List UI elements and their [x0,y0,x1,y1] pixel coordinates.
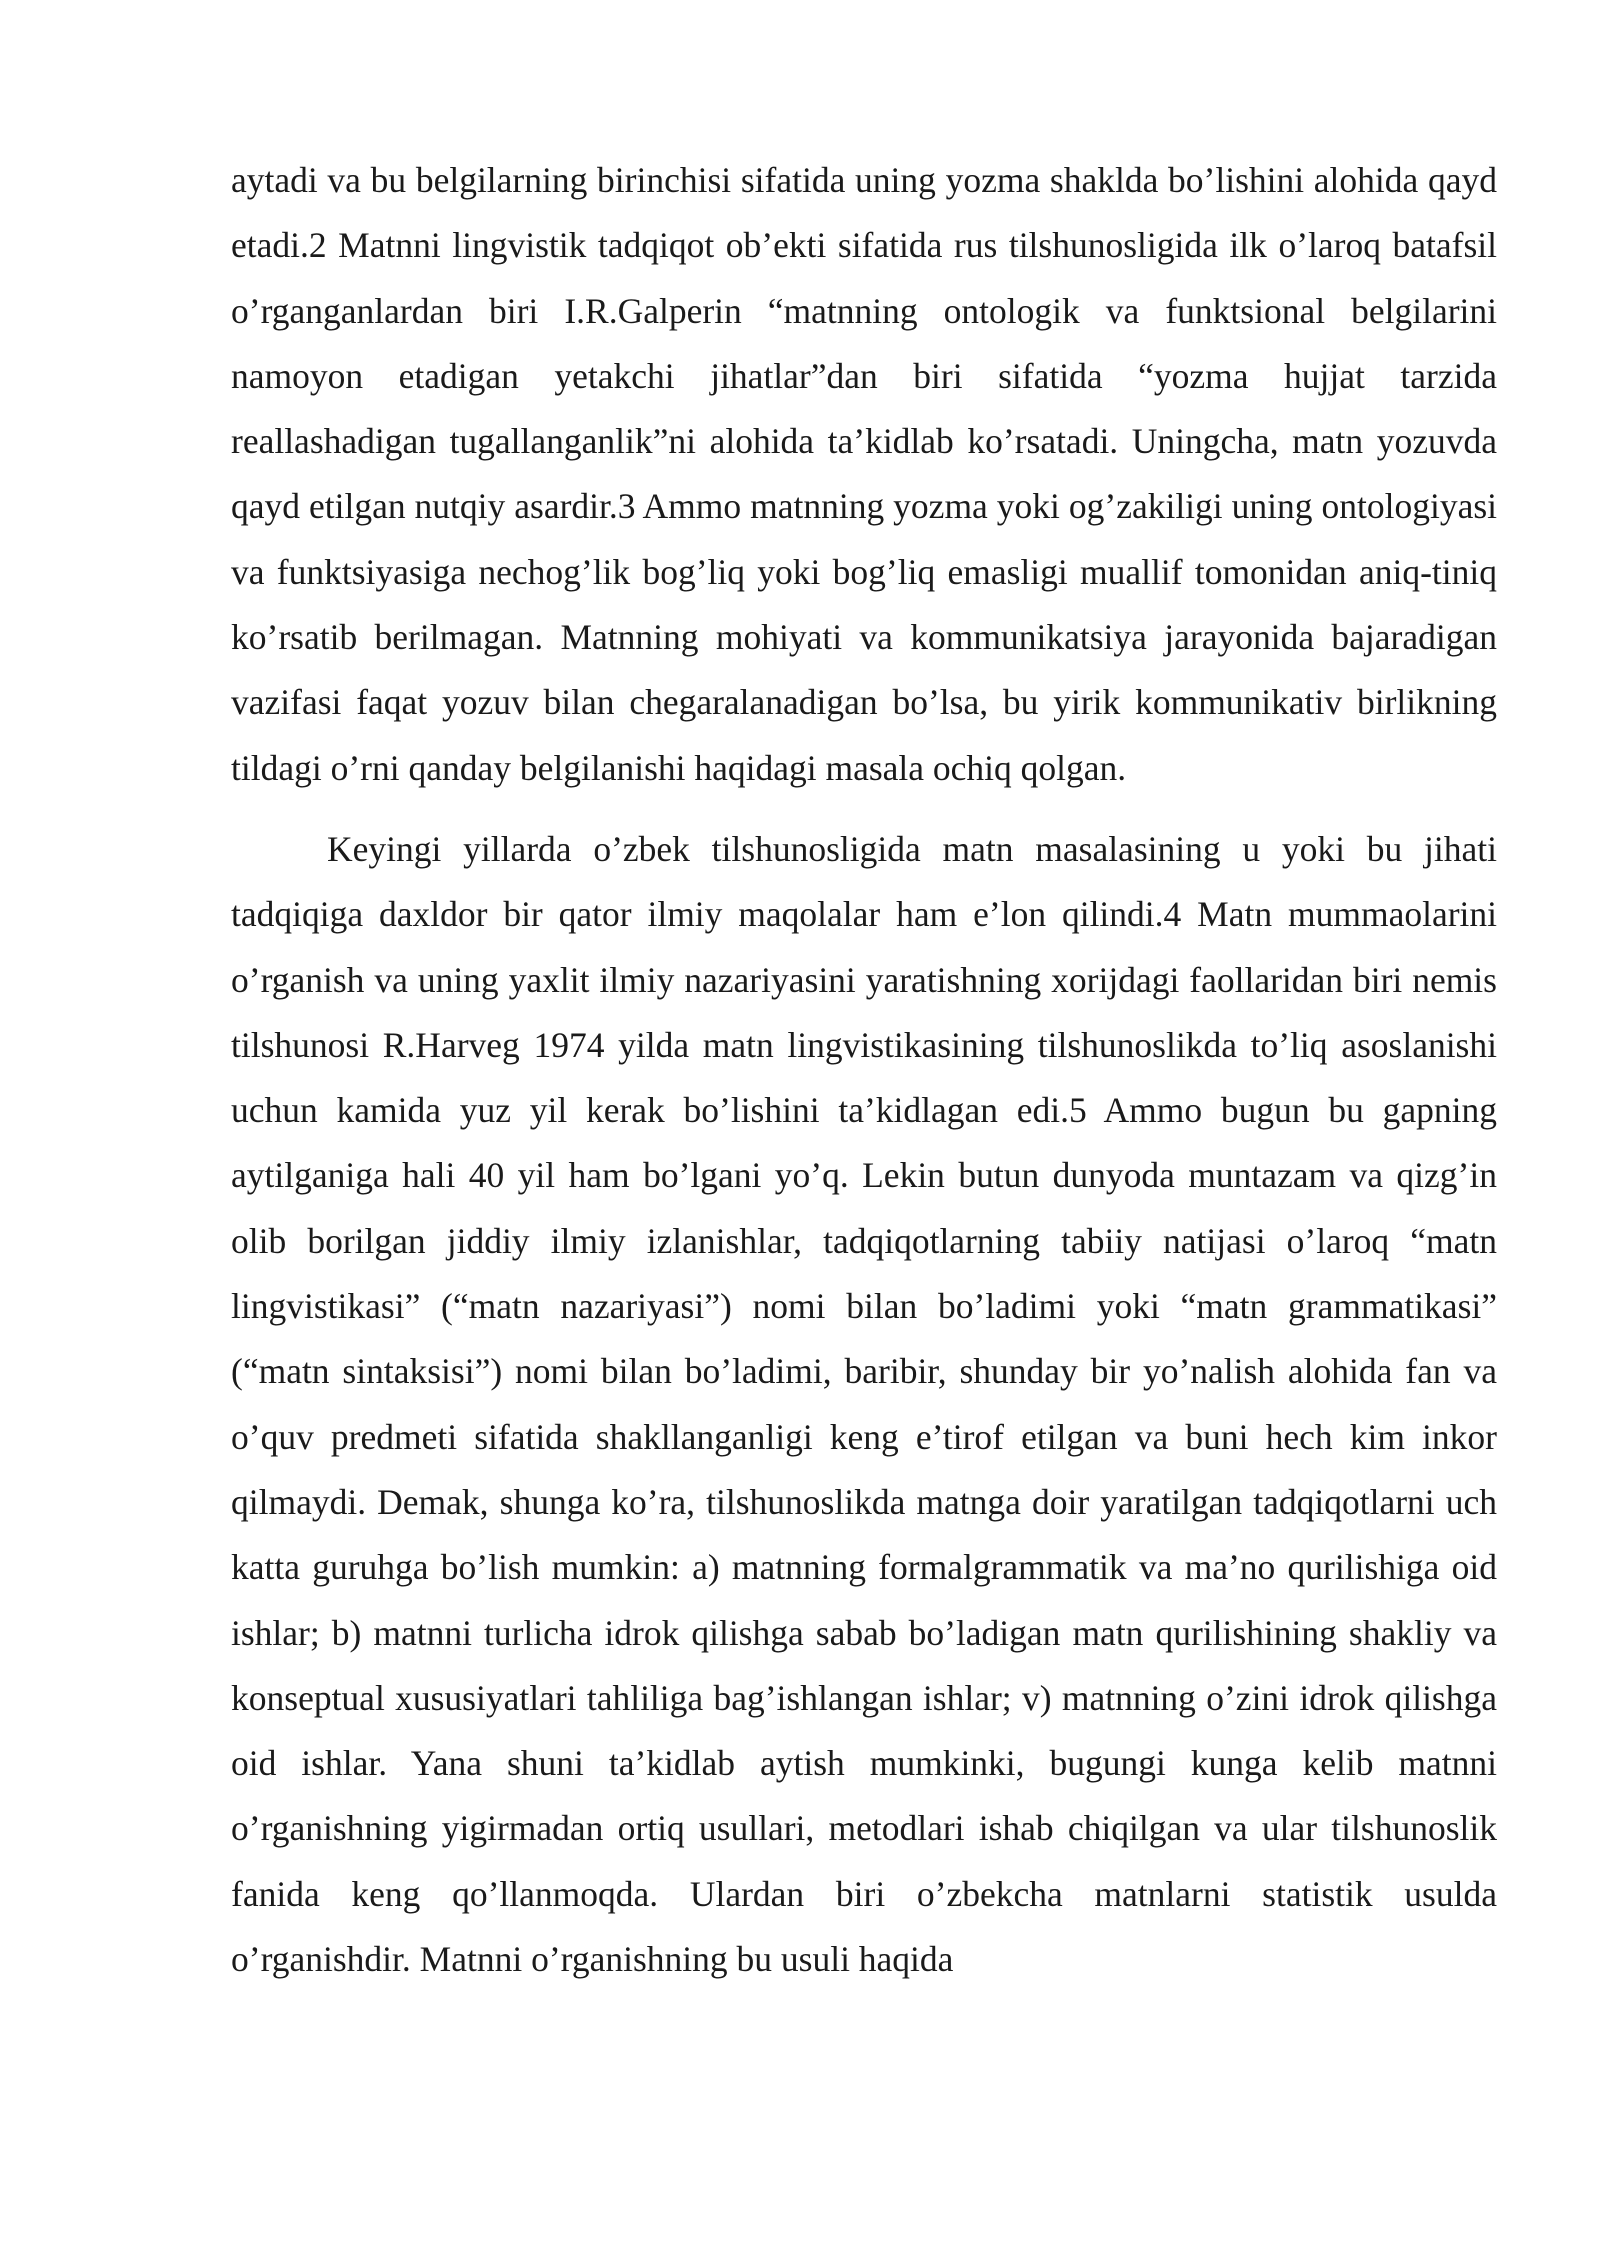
paragraph-2: Keyingi yillarda o’zbek tilshunosligida matn masalasining u yoki bu jihati tadqiqiga daxldor bir qator ilmiy maqolalar ham e’lon qilindi.4 Matn mummaolarini o’rganish va uning yaxlit ilmiy nazariyasini yaratishning xorijdagi faollaridan biri nemis tilshunosi R.Harveg 1974 yilda matn lingvistikasining tilshunoslikda to’liq asoslanishi uchun kamida yuz yil kerak bo’lishini ta’kidlagan edi.5 Ammo bugun bu gapning aytilganiga hali 40 yil ham bo’lgani yo’q. Lekin butun dunyoda muntazam va qizg’in olib borilgan jiddiy ilmiy izlanishlar, tadqiqotlarning tabiiy natijasi o’laroq “matn lingvistikasi” (“matn nazariyasi”) nomi bilan bo’ladimi yoki “matn grammatikasi” (“matn sintaksisi”) nomi bilan bo’ladimi, baribir, shunday bir yo’nalish alohida fan va o’quv predmeti sifatida shakllanganligi keng e’tirof etilgan va buni hech kim inkor qilmaydi. Demak, shunga ko’ra, tilshunoslikda matnga doir yaratilgan tadqiqotlarni uch katta guruhga bo’lish mumkin: a) matnning formalgrammatik va ma’no qurilishiga oid ishlar; b) matnni turlicha idrok qilishga sabab bo’ladigan matn qurilishining shakliy va konseptual xususiyatlari tahliliga bag’ishlangan ishlar; v) matnning o’zini idrok qilishga oid ishlar. Yana shuni ta’kidlab aytish mumkinki, bugungi kunga kelib matnni o’rganishning yigirmadan ortiq usullari, metodlari ishab chiqilgan va ular tilshunoslik fanida keng qo’llanmoqda. Ulardan biri o’zbekcha matnlarni statistik usulda o’rganishdir. Matnni o’rganishning bu usuli haqida [231,828,1497,1980]
paragraph-1: aytadi va bu belgilarning birinchisi sifatida uning yozma shaklda bo’lishini alohida qayd etadi.2 Matnni lingvistik tadqiqot ob’ekti sifatida rus tilshunosligida ilk o’laroq batafsil o’rganganlardan biri I.R.Galperin “matnning ontologik va funktsional belgilarini namoyon etadigan yetakchi jihatlar”dan biri sifatida “yozma hujjat tarzida reallashadigan tugallanganlik”ni alohida ta’kidlab ko’rsatadi. Uningcha, matn yozuvda qayd etilgan nutqiy asardir.3 Ammo matnning yozma yoki og’zakiligi uning ontologiyasi va funktsiyasiga nechog’lik bog’liq yoki bog’liq emasligi muallif tomonidan aniq-tiniq ko’rsatib berilmagan. Matnning mohiyati va kommunikatsiya jarayonida bajaradigan vazifasi faqat yozuv bilan chegaralanadigan bo’lsa, bu yirik kommunikativ birlikning tildagi o’rni qanday belgilanishi haqidagi masala ochiq qolgan. [231,160,1497,788]
document-body [231,148,1497,1992]
